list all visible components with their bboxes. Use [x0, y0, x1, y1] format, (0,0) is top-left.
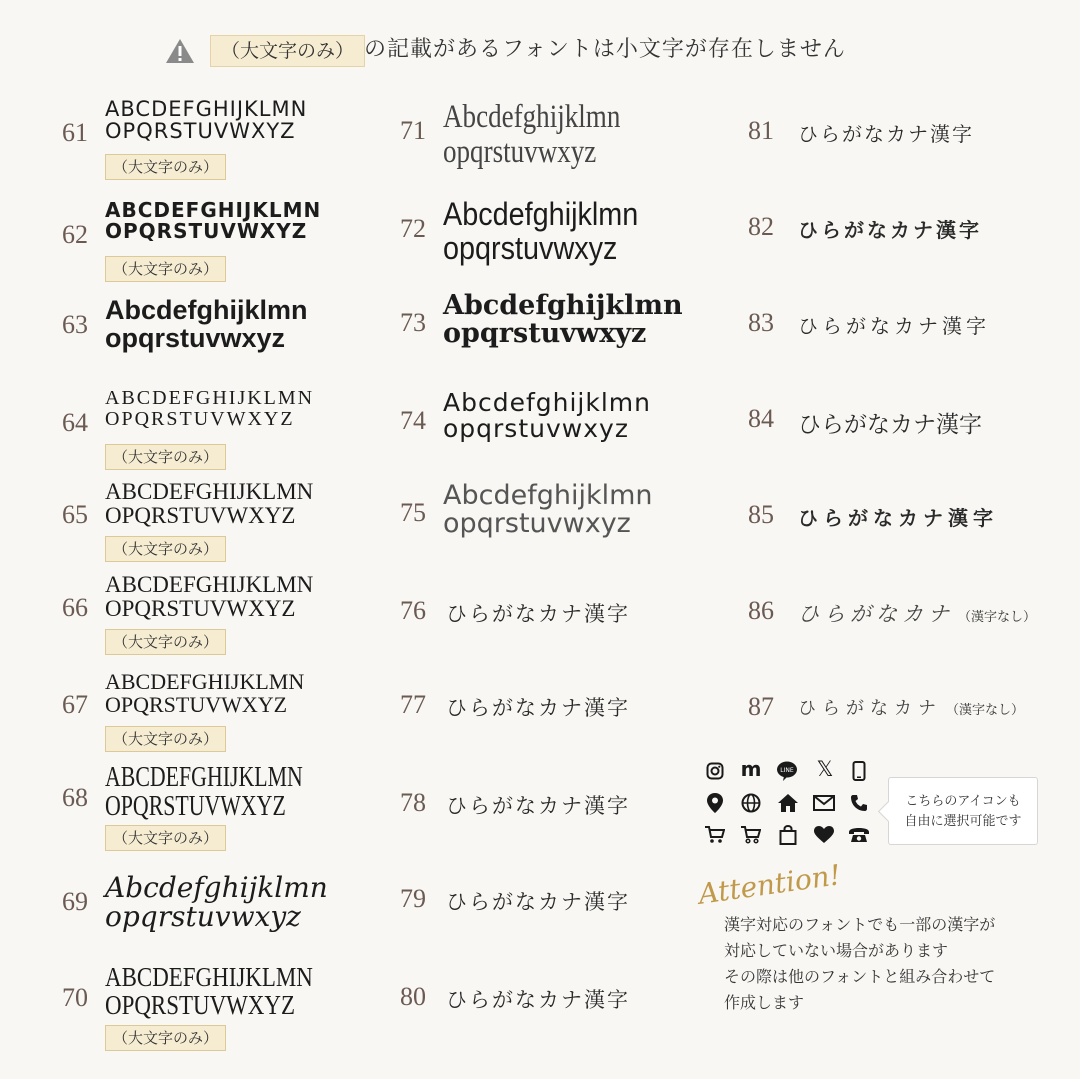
- row-number: 87: [748, 692, 774, 721]
- font-sample: ひらがなカナ漢字: [798, 506, 998, 530]
- uppercase-only-tag: （大文字のみ）: [105, 256, 226, 282]
- sample-line-2: OPQRSTUVWXYZ: [105, 692, 288, 718]
- font-sample: [443, 482, 653, 539]
- bubble-line-1: こちらのアイコンも: [905, 794, 1021, 809]
- sample-line-2: OPQRSTUVWXYZ: [105, 990, 295, 1021]
- font-sample: ひらがなカナ漢字: [798, 122, 974, 146]
- x-icon: 𝕏: [816, 757, 834, 781]
- globe-icon: [740, 792, 762, 814]
- row-number: 78: [400, 788, 426, 817]
- no-kanji-note: （漢字なし）: [958, 610, 1037, 625]
- font-sample: ひらがなカナ漢字: [446, 988, 630, 1012]
- row-number: 86: [748, 596, 774, 625]
- font-sample: ひらがなカナ漢字: [446, 696, 630, 720]
- bag-icon: [777, 824, 799, 846]
- row-number: 72: [400, 214, 426, 243]
- sample-line-2: opqrstuvwxyz: [443, 414, 629, 444]
- row-number: 64: [62, 408, 88, 437]
- heart-icon: [813, 824, 835, 846]
- attention-title: Attention!: [696, 858, 843, 911]
- sample-line-1: Abcdefghijklmn: [443, 388, 651, 417]
- row-number: 77: [400, 690, 426, 719]
- font-sample: [105, 388, 314, 430]
- font-sample: ひらがなカナ漢字: [446, 602, 630, 626]
- icon-grid: [700, 758, 880, 858]
- font-sample: [105, 480, 313, 528]
- font-sample: [105, 200, 321, 242]
- instagram-icon: [704, 760, 726, 782]
- font-sample: [105, 98, 307, 142]
- sample-line-1: ABCDEFGHIJKLMN: [105, 97, 308, 121]
- telephone-icon: [848, 824, 870, 846]
- font-sample: [105, 763, 303, 822]
- row-number: 79: [400, 884, 426, 913]
- font-sample: [443, 100, 620, 169]
- row-number: 63: [62, 310, 88, 339]
- font-sample: ひらがなカナ （漢字なし）: [798, 602, 1037, 626]
- sample-line-1: Abcdefghijklmn: [443, 196, 639, 232]
- sample-line-1: ABCDEFGHIJKLMN: [105, 669, 305, 694]
- font-sample: [443, 292, 683, 349]
- row-number: 83: [748, 308, 774, 337]
- row-number: 61: [62, 118, 88, 147]
- sample-line-2: opqrstuvwxyz: [443, 318, 647, 350]
- font-sample: [105, 873, 328, 932]
- sample-line-1: ABCDEFGHIJKLMN: [105, 962, 313, 992]
- sample-line-1: Abcdefghijklmn: [443, 99, 621, 135]
- sample-line-2: opqrstuvwxyz: [105, 323, 286, 354]
- uppercase-only-tag: （大文字のみ）: [105, 726, 226, 752]
- font-sample: ひらがなカナ漢字: [446, 794, 630, 818]
- mail-icon: [813, 792, 835, 814]
- row-number: 81: [748, 116, 774, 145]
- sample-line-2: opqrstuvwxyz: [443, 508, 631, 540]
- font-sample: [105, 963, 313, 1020]
- sample-line-1: ABCDEFGHIJKLMN: [105, 479, 314, 504]
- sample-line-1: ABCDEFGHIJKLMN: [105, 762, 303, 793]
- bubble-line-2: 自由に選択可能です: [904, 814, 1022, 829]
- font-sample: ひらがなカナ漢字: [798, 218, 982, 242]
- line-icon: [776, 760, 798, 782]
- row-number: 76: [400, 596, 426, 625]
- svg-text:LINE: LINE: [780, 767, 794, 774]
- sample-line-2: OPQRSTUVWXYZ: [105, 119, 296, 144]
- uppercase-only-tag: （大文字のみ）: [105, 444, 226, 470]
- row-number: 73: [400, 308, 426, 337]
- sample-line-2: opqrstuvwxyz: [105, 900, 301, 934]
- row-number: 80: [400, 982, 426, 1011]
- sample-line-2: OPQRSTUVWXYZ: [105, 791, 286, 823]
- header-tag: （大文字のみ）: [210, 35, 365, 67]
- sample-line-2: OPQRSTUVWXYZ: [105, 408, 295, 430]
- sample-line-1: Abcdefghijklmn: [105, 295, 308, 325]
- sample-line-2: opqrstuvwxyz: [443, 229, 618, 266]
- row-number: 85: [748, 500, 774, 529]
- header-text: の記載があるフォントは小文字が存在しません: [364, 37, 846, 62]
- font-sample: [105, 573, 313, 621]
- uppercase-only-tag: （大文字のみ）: [105, 154, 226, 180]
- font-sample: ひらがなカナ漢字: [798, 412, 982, 438]
- warning-icon: [165, 37, 195, 65]
- m-icon: m: [740, 757, 762, 781]
- font-sample: [443, 198, 638, 265]
- font-sample: [443, 390, 651, 443]
- sample-line-1: ABCDEFGHIJKLMN: [105, 198, 322, 222]
- sample-line-2: OPQRSTUVWXYZ: [105, 219, 308, 243]
- attention-note: 漢字対応のフォントでも一部の漢字が 対応していない場合があります その際は他のフォントと組み合わせて 作成します: [724, 915, 996, 1012]
- font-sample: ひらがなカナ漢字: [798, 314, 990, 338]
- pin-icon: [704, 792, 726, 814]
- cart-icon: [704, 824, 726, 846]
- font-sample: ひらがなカナ （漢字なし）: [798, 698, 1025, 719]
- home-icon: [777, 792, 799, 814]
- row-number: 70: [62, 983, 88, 1012]
- phone-icon: [848, 760, 870, 782]
- no-kanji-note: （漢字なし）: [946, 703, 1025, 718]
- call-icon: [848, 792, 870, 814]
- row-number: 71: [400, 116, 426, 145]
- row-number: 67: [62, 690, 88, 719]
- uppercase-only-tag: （大文字のみ）: [105, 1025, 226, 1051]
- uppercase-only-tag: （大文字のみ）: [105, 536, 226, 562]
- font-sample: ひらがなカナ漢字: [446, 890, 630, 914]
- sample-line-2: opqrstuvwxyz: [443, 133, 597, 170]
- row-number: 62: [62, 220, 88, 249]
- sample-line-1: ABCDEFGHIJKLMN: [105, 387, 315, 409]
- row-number: 65: [62, 500, 88, 529]
- row-number: 84: [748, 404, 774, 433]
- uppercase-only-tag: （大文字のみ）: [105, 825, 226, 851]
- uppercase-only-tag: （大文字のみ）: [105, 629, 226, 655]
- cart2-icon: [740, 824, 762, 846]
- icon-note-bubble: [888, 777, 1038, 845]
- font-sample: [105, 670, 304, 716]
- sample-line-2: OPQRSTUVWXYZ: [105, 596, 296, 622]
- row-number: 75: [400, 498, 426, 527]
- row-number: 68: [62, 783, 88, 812]
- row-number: 74: [400, 406, 426, 435]
- sample-line-1: Abcdefghijklmn: [443, 480, 653, 511]
- sample-line-1: ABCDEFGHIJKLMN: [105, 572, 314, 597]
- sample-line-2: OPQRSTUVWXYZ: [105, 503, 296, 529]
- row-number: 82: [748, 212, 774, 241]
- sample-line-1: Abcdefghijklmn: [105, 871, 328, 904]
- row-number: 69: [62, 887, 88, 916]
- row-number: 66: [62, 593, 88, 622]
- sample-line-1: Abcdefghijklmn: [443, 290, 683, 321]
- font-sample: [105, 296, 308, 353]
